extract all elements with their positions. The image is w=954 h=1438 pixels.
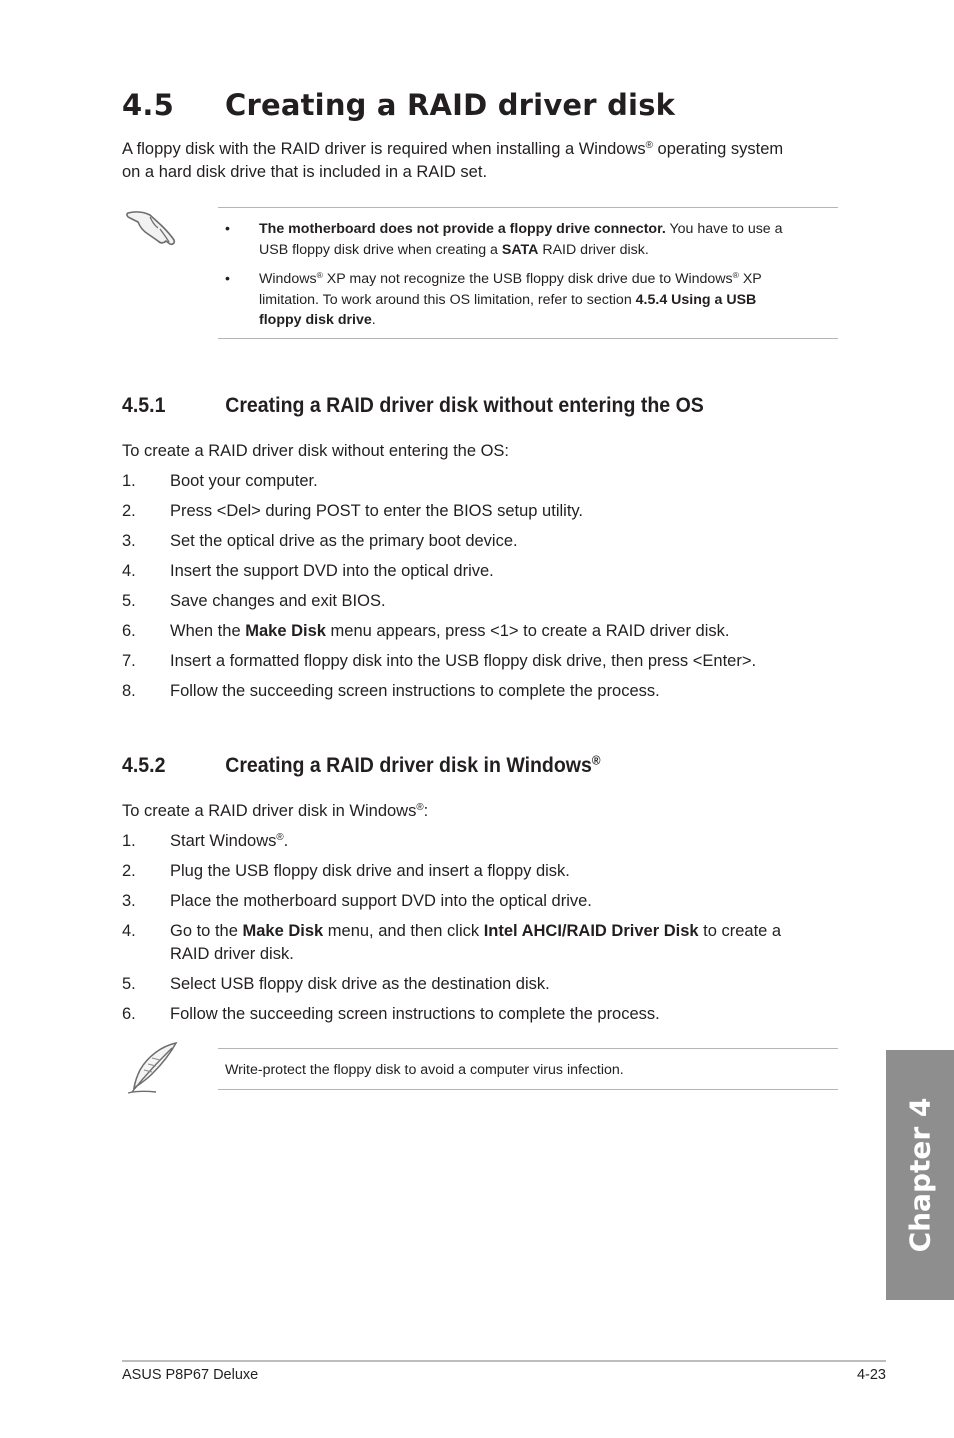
- list-item: 1. Start Windows®.: [122, 832, 289, 850]
- subsection-title-4-5-1: 4.5.1 Creating a RAID driver disk without entering the OS: [122, 394, 704, 417]
- list-item: 6. Follow the succeeding screen instructions to complete the process.: [122, 1005, 660, 1023]
- note-text: Write-protect the floppy disk to avoid a computer virus infection.: [225, 1062, 624, 1078]
- note-item: • Windows® XP may not recognize the USB floppy disk drive due to Windows® XP limitation. To work around this OS limitation, refer to section 4.5.4 Using a USB floppy disk drive.: [225, 269, 762, 328]
- list-item: 3. Set the optical drive as the primary boot device.: [122, 532, 518, 550]
- list-item: 4. Go to the Make Disk menu, and then click Intel AHCI/RAID Driver Disk to create a RAID driver disk.: [122, 922, 782, 963]
- list-item: 2. Press <Del> during POST to enter the BIOS setup utility.: [122, 502, 584, 520]
- chapter-label: Chapter 4: [903, 1097, 937, 1253]
- note-box-bottom: [218, 1048, 838, 1090]
- list-item: 4. Insert the support DVD into the optical drive.: [122, 562, 494, 580]
- section-title: [122, 88, 675, 122]
- sub2-lead: To create a RAID driver disk in Windows®:: [122, 802, 429, 820]
- list-item: 1. Boot your computer.: [122, 472, 318, 490]
- sub1-lead: To create a RAID driver disk without entering the OS:: [122, 442, 510, 460]
- sub2-steps: [122, 830, 781, 1033]
- list-item: 2. Plug the USB floppy disk drive and insert a floppy disk.: [122, 862, 570, 880]
- list-item: 5. Save changes and exit BIOS.: [122, 592, 386, 610]
- intro-paragraph: A floppy disk with the RAID driver is required when installing a Windows® operating system on a hard disk drive that is included in a RAID set.: [122, 140, 784, 181]
- list-item: 5. Select USB floppy disk drive as the destination disk.: [122, 975, 550, 993]
- note-box-top: [218, 207, 838, 339]
- footer-page-number: 4-23: [856, 1367, 886, 1383]
- feather-pen-icon: [122, 1040, 180, 1098]
- section-number: 4.5: [122, 88, 174, 122]
- list-item: 7. Insert a formatted floppy disk into the USB floppy disk drive, then press <Enter>.: [122, 652, 757, 670]
- sub1-steps: [122, 470, 756, 710]
- list-item: 6. When the Make Disk menu appears, press <1> to create a RAID driver disk.: [122, 622, 730, 640]
- hand-pointer-icon: [126, 204, 178, 248]
- section-title-text: Creating a RAID driver disk: [225, 88, 676, 122]
- list-item: 3. Place the motherboard support DVD into the optical drive.: [122, 892, 592, 910]
- footer-product-name: ASUS P8P67 Deluxe: [122, 1367, 259, 1383]
- list-item: 8. Follow the succeeding screen instructions to complete the process.: [122, 682, 660, 700]
- subsection-title-4-5-2: 4.5.2 Creating a RAID driver disk in Windows®: [122, 753, 601, 777]
- note-item: • The motherboard does not provide a floppy drive connector. You have to use a USB floppy disk drive when creating a SATA RAID driver disk.: [225, 221, 783, 258]
- chapter-tab: [886, 1050, 954, 1300]
- footer-divider: [122, 1360, 886, 1362]
